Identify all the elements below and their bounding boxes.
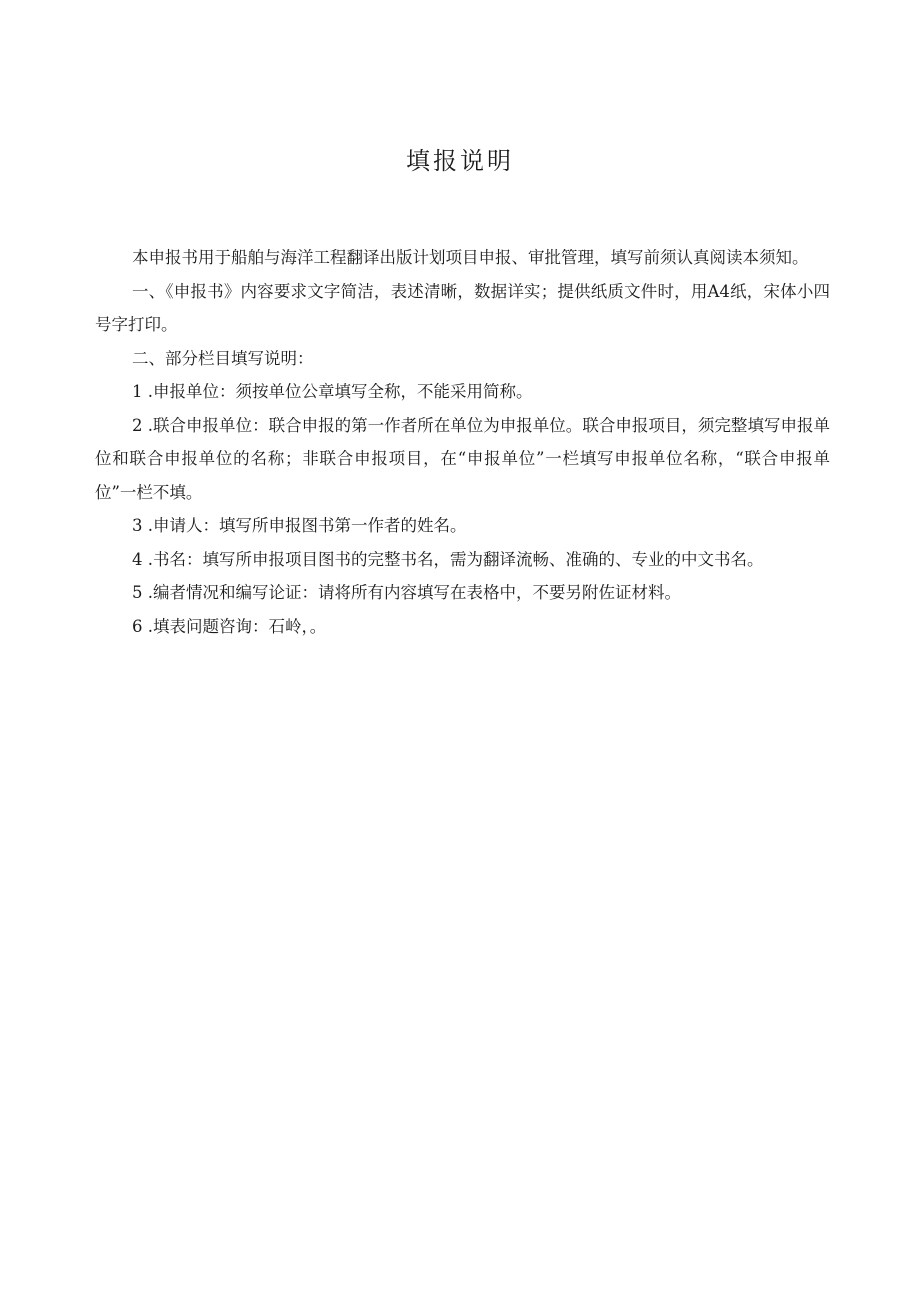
instructions-body — [95, 241, 830, 643]
item-contact: 6 .填表问题咨询：石岭，。 — [132, 616, 327, 636]
item-applicant-unit: 1 .申报单位：须按单位公章填写全称，不能采用简称。 — [132, 382, 533, 401]
item-editor-info: 5 .编者情况和编写论证：请将所有内容填写在表格中，不要另附佐证材料。 — [132, 583, 681, 602]
page-title: 填报说明 — [406, 147, 514, 175]
item-book-title: 4 .书名：填写所申报项目图书的完整书名，需为翻译流畅、准确的、专业的中文书名。 — [132, 549, 764, 569]
section-one-paragraph: 一、《申报书》内容要求文字简洁，表述清晰，数据详实；提供纸质文件时，用A4纸，宋体小四号字打印。 — [95, 281, 830, 334]
item-applicant: 3 .申请人：填写所申报图书第一作者的姓名。 — [132, 516, 467, 535]
item-joint-applicant-unit: 2 .联合申报单位：联合申报的第一作者所在单位为申报单位。联合申报项目，须完整填写申报单位和联合申报单位的名称；非联合申报项目，在“申报单位”一栏填写申报单位名称，“联合申报单位”一栏不填。 — [95, 415, 830, 502]
intro-paragraph: 本申报书用于船舶与海洋工程翻译出版计划项目申报、审批管理，填写前须认真阅读本须知。 — [132, 248, 809, 267]
section-two-heading: 二、部分栏目填写说明： — [132, 348, 314, 368]
